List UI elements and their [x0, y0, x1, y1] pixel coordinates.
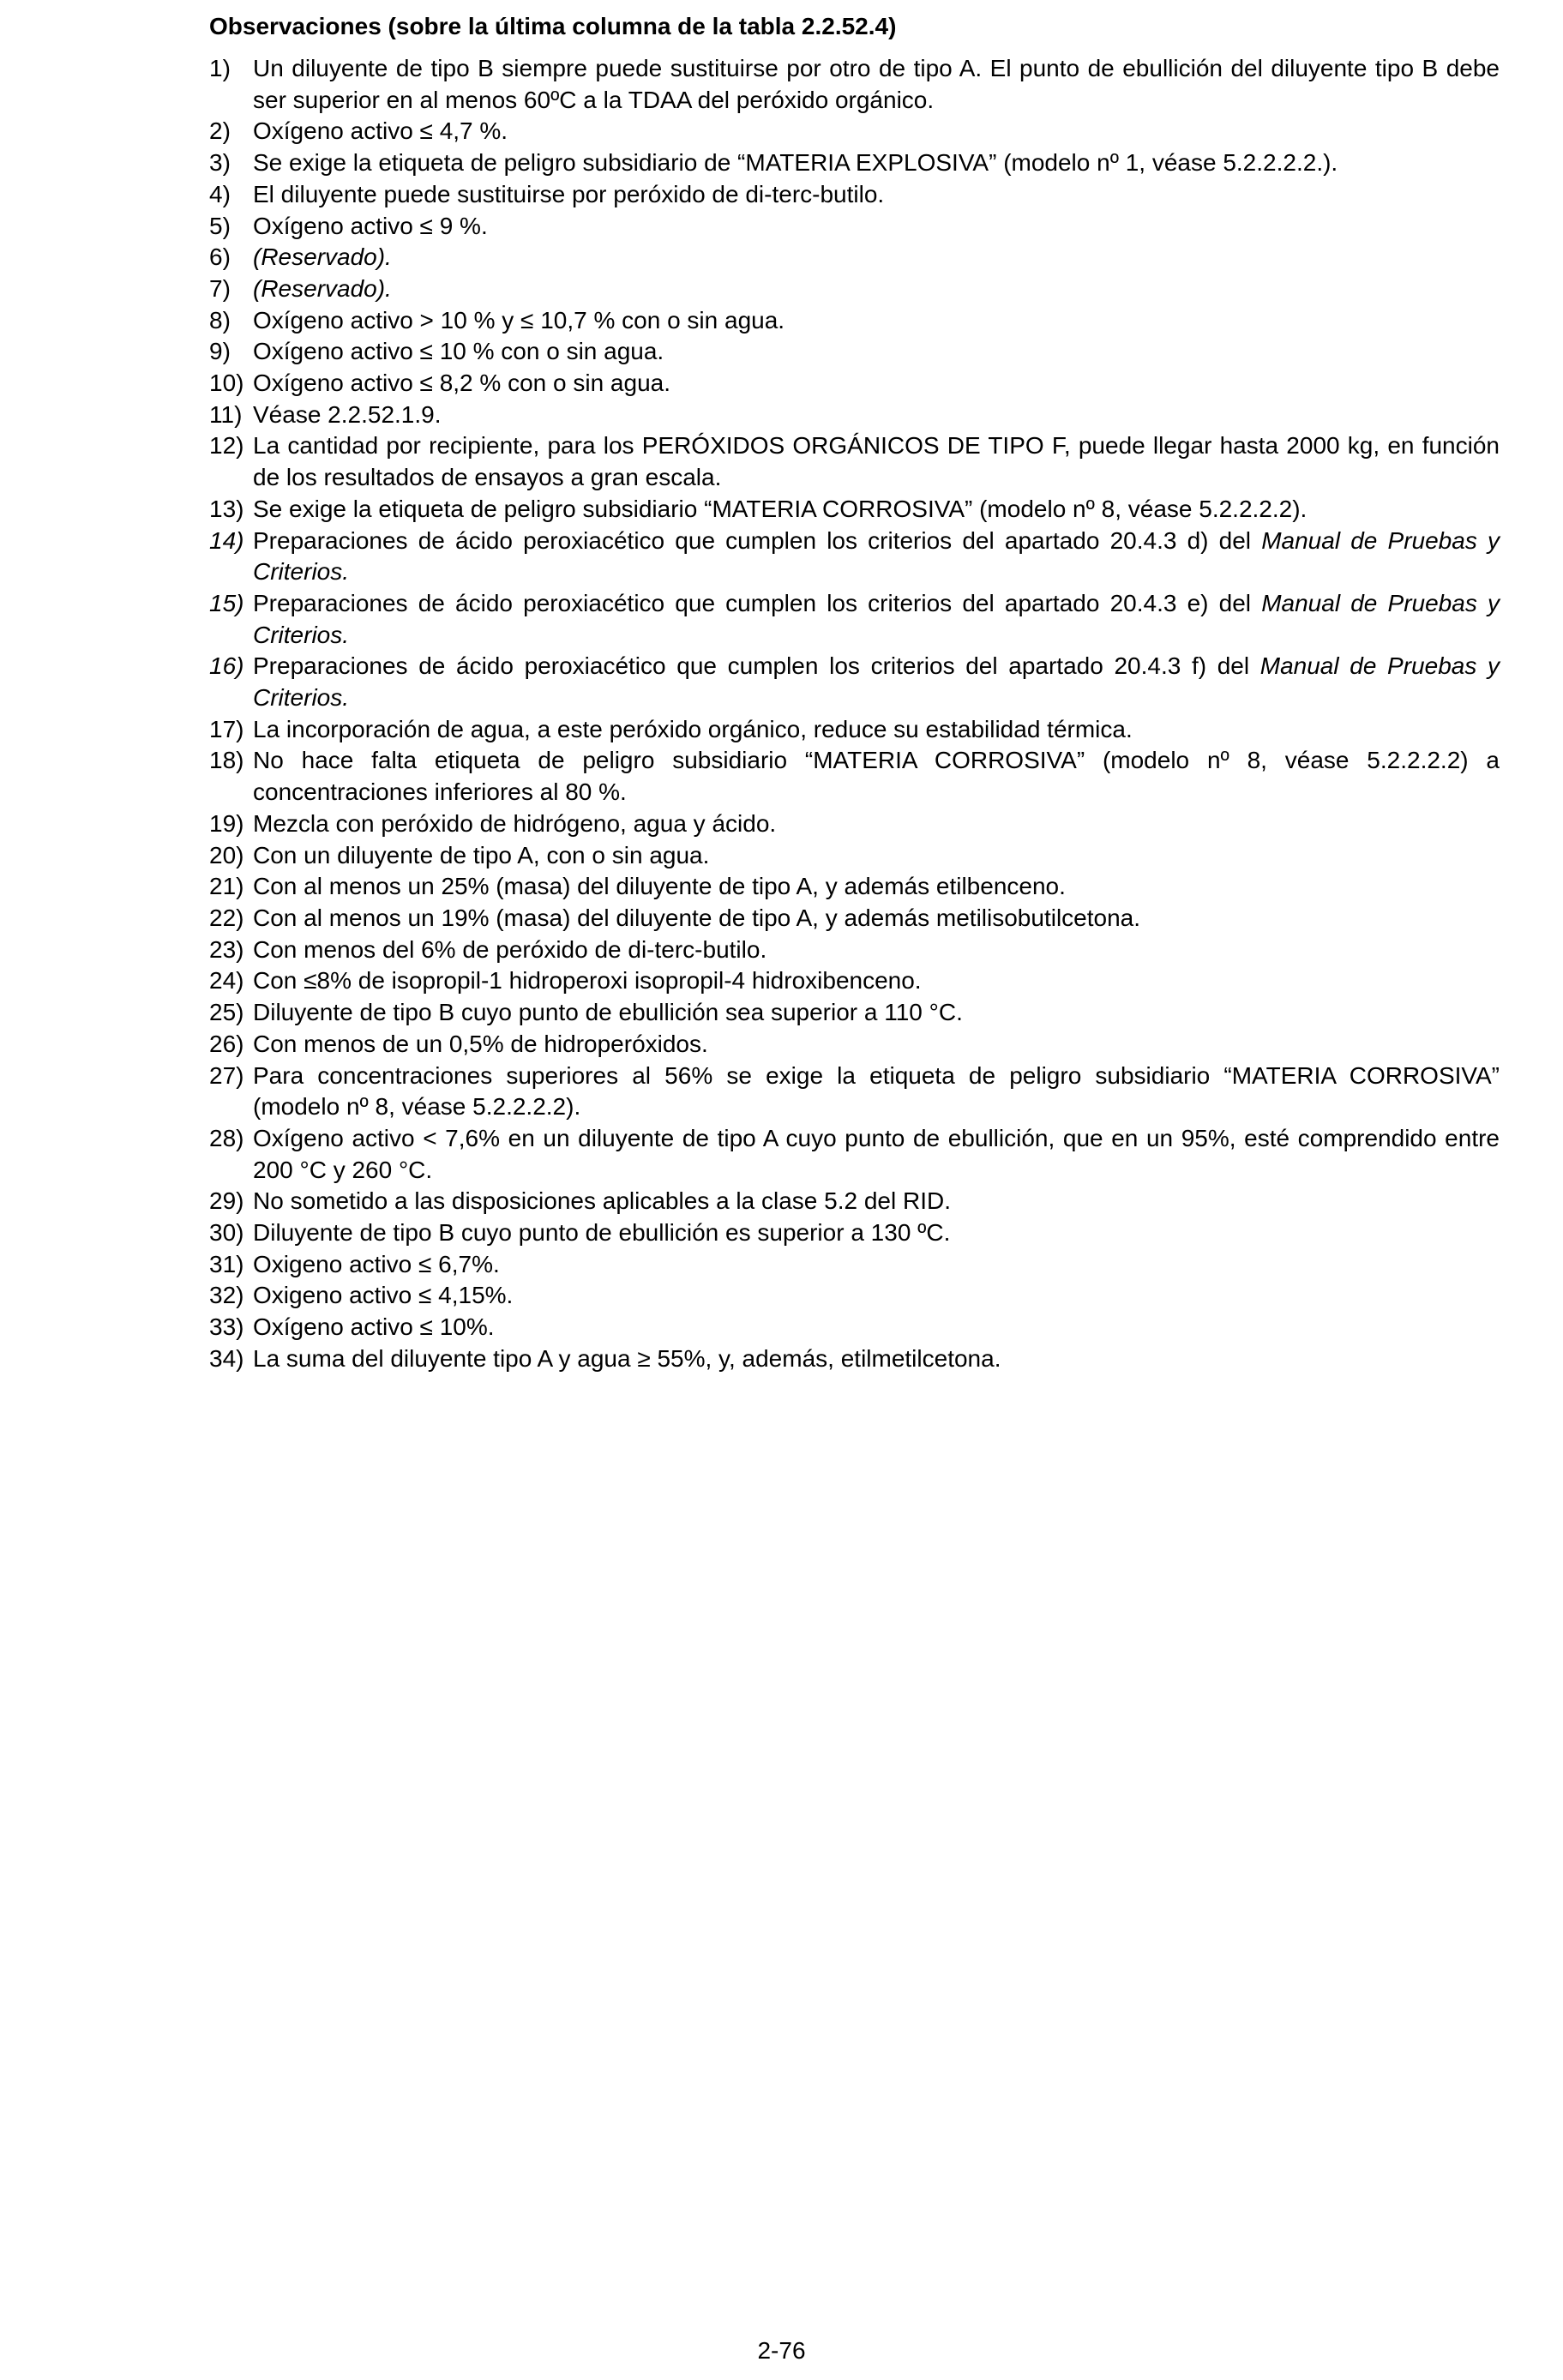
note-text-part: Preparaciones de ácido peroxiacético que cumplen los criterios del apartado 20.4.3 d) del — [253, 526, 1262, 554]
note-text — [253, 147, 1500, 179]
note-text — [253, 211, 1500, 243]
note-number: 5) — [209, 212, 231, 239]
list-item — [209, 651, 1500, 713]
note-number: 16) — [209, 652, 244, 680]
note-number: 26) — [209, 1030, 244, 1057]
note-text-part: No sometido a las disposiciones aplicables a la clase 5.2 del RID. — [253, 1187, 951, 1215]
note-text — [253, 494, 1500, 526]
note-text-part: Con un diluyente de tipo A, con o sin agua. — [253, 841, 710, 868]
note-number: 34) — [209, 1344, 244, 1372]
list-item — [209, 116, 1500, 147]
note-number: 29) — [209, 1187, 244, 1215]
note-number: 2) — [209, 117, 231, 145]
note-text-part: Preparaciones de ácido peroxiacético que cumplen los criterios del apartado 20.4.3 f) del — [253, 652, 1260, 680]
note-text-part: Oxígeno activo ≤ 10%. — [253, 1313, 495, 1341]
note-number: 10) — [209, 370, 244, 397]
note-text — [253, 273, 1500, 305]
list-item — [209, 997, 1500, 1029]
note-text-part: Diluyente de tipo B cuyo punto de ebullición es superior a 130 ºC. — [253, 1219, 951, 1247]
note-text — [253, 871, 1500, 903]
note-number: 11) — [209, 400, 243, 428]
note-text — [253, 965, 1500, 997]
page-number: 2-76 — [757, 2337, 806, 2364]
note-text-part: Preparaciones de ácido peroxiacético que cumplen los criterios del apartado 20.4.3 e) del — [253, 589, 1262, 616]
note-text-part: Con ≤8% de isopropil-1 hidroperoxi isopropil-4 hidroxibenceno. — [253, 967, 922, 995]
note-number: 27) — [209, 1061, 244, 1089]
note-text — [253, 714, 1500, 746]
note-text — [253, 179, 1500, 211]
note-text-part: La incorporación de agua, a este peróxido orgánico, reduce su estabilidad térmica. — [253, 715, 1133, 742]
list-item — [209, 965, 1500, 997]
note-text-part: Oxígeno activo ≤ 10 % con o sin agua. — [253, 338, 664, 365]
note-text-part: Manual de Pruebas y Criterios. — [253, 526, 1500, 586]
list-item — [209, 745, 1500, 808]
list-item — [209, 368, 1500, 400]
note-number: 24) — [209, 967, 244, 995]
list-item — [209, 1312, 1500, 1343]
note-text — [253, 1217, 1500, 1249]
list-item — [209, 526, 1500, 588]
note-text — [253, 242, 1500, 273]
note-text — [253, 1061, 1500, 1123]
note-text — [253, 53, 1500, 116]
note-text-part: La cantidad por recipiente, para los PERÓXIDOS ORGÁNICOS DE TIPO F, puede llegar hasta 2000 kg, en función de los resultados de ensayos a gran escala. — [253, 432, 1500, 491]
note-text-part: Oxigeno activo ≤ 4,15%. — [253, 1282, 514, 1309]
list-item — [209, 714, 1500, 746]
list-item — [209, 179, 1500, 211]
note-text-part: Oxígeno activo ≤ 4,7 %. — [253, 117, 508, 145]
note-text-part: Con menos del 6% de peróxido de di-terc-butilo. — [253, 935, 767, 963]
list-item — [209, 1217, 1500, 1249]
note-number: 21) — [209, 873, 244, 900]
list-item — [209, 400, 1500, 431]
note-text-part: La suma del diluyente tipo A y agua ≥ 55%, y, además, etilmetilcetona. — [253, 1344, 1001, 1372]
note-text — [253, 651, 1500, 713]
note-text-part: Oxigeno activo ≤ 6,7%. — [253, 1250, 500, 1277]
list-item — [209, 242, 1500, 273]
note-text-part: Mezcla con peróxido de hidrógeno, agua y ácido. — [253, 809, 777, 837]
note-number: 3) — [209, 149, 231, 177]
list-item — [209, 305, 1500, 337]
note-number: 18) — [209, 747, 244, 774]
note-text-part: Un diluyente de tipo B siempre puede sustituirse por otro de tipo A. El punto de ebullición del diluyente tipo B debe ser superior en al menos 60ºC a la TDAA del peróxido orgánico. — [253, 55, 1500, 113]
document-page — [209, 10, 1500, 1375]
note-text — [253, 1343, 1500, 1375]
note-number: 22) — [209, 904, 244, 931]
list-item — [209, 871, 1500, 903]
list-item — [209, 903, 1500, 935]
note-text-part: Con al menos un 25% (masa) del diluyente de tipo A, y además etilbenceno. — [253, 873, 1066, 900]
note-text-part: Oxígeno activo > 10 % y ≤ 10,7 % con o sin agua. — [253, 306, 785, 334]
section-heading: Observaciones (sobre la última columna de la tabla 2.2.52.4) — [209, 13, 897, 39]
list-item — [209, 1249, 1500, 1281]
note-text-part: Diluyente de tipo B cuyo punto de ebullición sea superior a 110 °C. — [253, 999, 963, 1026]
list-item — [209, 211, 1500, 243]
note-number: 32) — [209, 1282, 244, 1309]
note-number: 23) — [209, 935, 244, 963]
note-text-part: Oxígeno activo ≤ 9 %. — [253, 212, 488, 239]
note-number: 15) — [209, 589, 244, 616]
note-text — [253, 840, 1500, 872]
list-item — [209, 430, 1500, 493]
note-number: 30) — [209, 1219, 244, 1247]
note-text-part: Oxígeno activo < 7,6% en un diluyente de tipo A cuyo punto de ebullición, que en un 95%, esté comprendido entre 200 °C y 260 °C. — [253, 1124, 1500, 1183]
note-number: 6) — [209, 243, 231, 271]
list-item — [209, 1029, 1500, 1061]
list-item — [209, 147, 1500, 179]
list-item — [209, 840, 1500, 872]
note-number: 1) — [209, 55, 231, 81]
note-text — [253, 588, 1500, 651]
note-text — [253, 745, 1500, 808]
note-number: 31) — [209, 1250, 244, 1277]
note-text — [253, 368, 1500, 400]
note-text — [253, 336, 1500, 368]
note-number: 33) — [209, 1313, 244, 1341]
note-number: 17) — [209, 715, 244, 742]
list-item — [209, 588, 1500, 651]
note-text — [253, 1123, 1500, 1186]
note-text — [253, 430, 1500, 493]
list-item — [209, 1061, 1500, 1123]
note-number: 14) — [209, 526, 244, 554]
list-item — [209, 494, 1500, 526]
note-text-part: Se exige la etiqueta de peligro subsidiario de “MATERIA EXPLOSIVA” (modelo nº 1, véase 5.2.2.2.2.). — [253, 149, 1338, 177]
note-text-part: Se exige la etiqueta de peligro subsidiario “MATERIA CORROSIVA” (modelo nº 8, véase 5.2.2.2.2). — [253, 495, 1308, 522]
note-text — [253, 1249, 1500, 1281]
note-text — [253, 1029, 1500, 1061]
note-text-part: Con menos de un 0,5% de hidroperóxidos. — [253, 1030, 708, 1057]
note-text-part: Manual de Pruebas y Criterios. — [253, 652, 1500, 712]
note-text — [253, 1186, 1500, 1217]
note-number: 8) — [209, 306, 231, 334]
note-text-part: No hace falta etiqueta de peligro subsidiario “MATERIA CORROSIVA” (modelo nº 8, véase 5.2.2.2.2) a concentraciones inferiores al 80 %. — [253, 747, 1500, 806]
note-number: 9) — [209, 338, 231, 365]
note-text — [253, 997, 1500, 1029]
note-text-part: El diluyente puede sustituirse por peróxido de di-terc-butilo. — [253, 180, 885, 207]
list-item — [209, 273, 1500, 305]
list-item — [209, 1123, 1500, 1186]
note-number: 12) — [209, 432, 244, 460]
note-text — [253, 935, 1500, 966]
list-item — [209, 53, 1500, 116]
note-text-part: (Reservado). — [253, 274, 392, 302]
list-item — [209, 1343, 1500, 1375]
note-number: 28) — [209, 1124, 244, 1151]
note-text — [253, 1312, 1500, 1343]
note-number: 25) — [209, 999, 244, 1026]
observations-list — [209, 53, 1500, 1375]
note-text — [253, 526, 1500, 588]
note-number: 7) — [209, 274, 231, 302]
note-number: 4) — [209, 180, 231, 207]
note-text — [253, 116, 1500, 147]
note-text-part: Manual de Pruebas y Criterios. — [253, 589, 1500, 648]
note-text-part: Para concentraciones superiores al 56% se exige la etiqueta de peligro subsidiario “MATERIA CORROSIVA” (modelo nº 8, véase 5.2.2.2.2). — [253, 1061, 1500, 1121]
list-item — [209, 808, 1500, 840]
note-text — [253, 903, 1500, 935]
note-text-part: Véase 2.2.52.1.9. — [253, 400, 442, 428]
note-text-part: Con al menos un 19% (masa) del diluyente de tipo A, y además metilisobutilcetona. — [253, 904, 1141, 931]
note-text — [253, 808, 1500, 840]
note-text-part: Oxígeno activo ≤ 8,2 % con o sin agua. — [253, 370, 670, 397]
list-item — [209, 1280, 1500, 1312]
note-text — [253, 400, 1500, 431]
note-number: 19) — [209, 809, 244, 837]
list-item — [209, 935, 1500, 966]
note-text-part: (Reservado). — [253, 243, 392, 271]
list-item — [209, 1186, 1500, 1217]
note-number: 13) — [209, 495, 244, 522]
list-item — [209, 336, 1500, 368]
note-text — [253, 305, 1500, 337]
note-number: 20) — [209, 841, 244, 868]
note-text — [253, 1280, 1500, 1312]
